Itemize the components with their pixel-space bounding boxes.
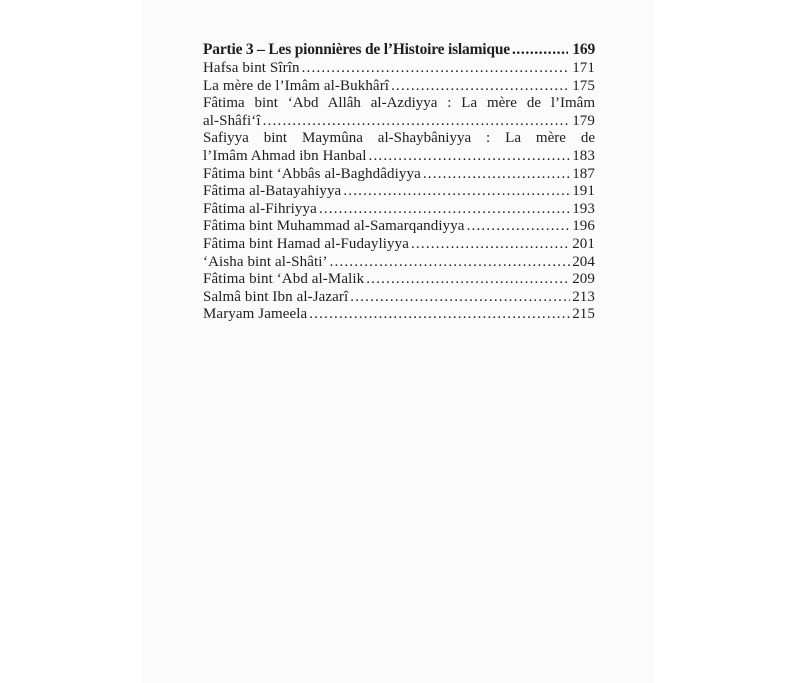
toc-entry-title: Fâtima bint Hamad al-Fudayliyya [203, 235, 409, 252]
toc-entry [203, 306, 595, 324]
toc-page-number: 171 [572, 60, 595, 76]
toc-page-number: 169 [572, 41, 595, 58]
toc-leader-dots [411, 236, 570, 254]
toc-entry-title: Fâtima al-Fihriyya [203, 200, 317, 217]
toc-page-number: 175 [572, 77, 595, 94]
toc-entry-title: Fâtima al-Batayahiyya [203, 183, 342, 200]
toc-entry-title: Salmâ bint Ibn al-Jazarî [203, 288, 349, 305]
toc-page-number: 187 [572, 165, 595, 182]
toc-entry-title: l’Imâm Ahmad ibn Hanbal [203, 147, 367, 164]
toc-page-number: 183 [572, 147, 595, 164]
toc-leader-dots [369, 148, 571, 166]
toc-entry [203, 183, 595, 201]
toc-leader-dots [343, 183, 570, 201]
toc-leader-dots [302, 60, 571, 78]
toc-entry [203, 271, 595, 289]
toc-entry [203, 148, 595, 166]
toc-entry [203, 60, 595, 78]
toc-entry [203, 289, 595, 307]
toc-leader-dots [512, 40, 568, 60]
toc-page-number: 196 [572, 218, 595, 235]
toc-leader-dots [366, 271, 570, 289]
toc-entry-title: Hafsa bint Sîrîn [203, 60, 300, 76]
toc-section-heading [203, 40, 595, 60]
toc-entry-title: al-Shâfi‘î [203, 112, 261, 129]
toc-entry [203, 166, 595, 184]
toc-page-number: 215 [572, 306, 595, 323]
toc-entry-title: Fâtima bint Muhammad al-Samarqandiyya [203, 218, 465, 235]
toc-entry [203, 78, 595, 96]
toc-page-number: 213 [572, 288, 595, 305]
table-of-contents [203, 40, 595, 324]
toc-page-number: 193 [572, 200, 595, 217]
toc-entry-title: Maryam Jameela [203, 306, 308, 323]
toc-leader-dots [319, 201, 570, 219]
toc-page-number: 204 [572, 253, 595, 270]
toc-entry [203, 236, 595, 254]
toc-leader-dots [467, 218, 571, 236]
toc-entry-title: La mère de l’Imâm al-Bukhârî [203, 77, 390, 94]
toc-leader-dots [350, 289, 570, 307]
toc-entry-title: Fâtima bint ‘Abd al-Malik [203, 271, 365, 288]
toc-page-number: 191 [572, 183, 595, 200]
toc-section-title: Partie 3 – Les pionnières de l’Histoire islamique [203, 41, 510, 58]
toc-entry-title-first-line: Safiyya bint Maymûna al-Shaybâniyya : La mère de [203, 130, 595, 147]
toc-leader-dots [263, 113, 571, 131]
toc-leader-dots [423, 166, 570, 184]
toc-leader-dots [330, 254, 571, 272]
toc-page-number: 179 [572, 112, 595, 129]
toc-entry-title: ‘Aisha bint al-Shâti’ [203, 253, 328, 270]
toc-leader-dots [391, 78, 570, 96]
toc-entry-title-first-line: Fâtima bint ‘Abd Allâh al-Azdiyya : La mère de l’Imâm [203, 95, 595, 112]
toc-page-number: 201 [572, 235, 595, 252]
toc-page-number: 209 [572, 271, 595, 288]
toc-entry [203, 113, 595, 131]
toc-entry [203, 254, 595, 272]
toc-leader-dots [309, 306, 570, 324]
toc-entry-title: Fâtima bint ‘Abbâs al-Baghdâdiyya [203, 165, 421, 182]
toc-entry [203, 218, 595, 236]
toc-entry [203, 201, 595, 219]
